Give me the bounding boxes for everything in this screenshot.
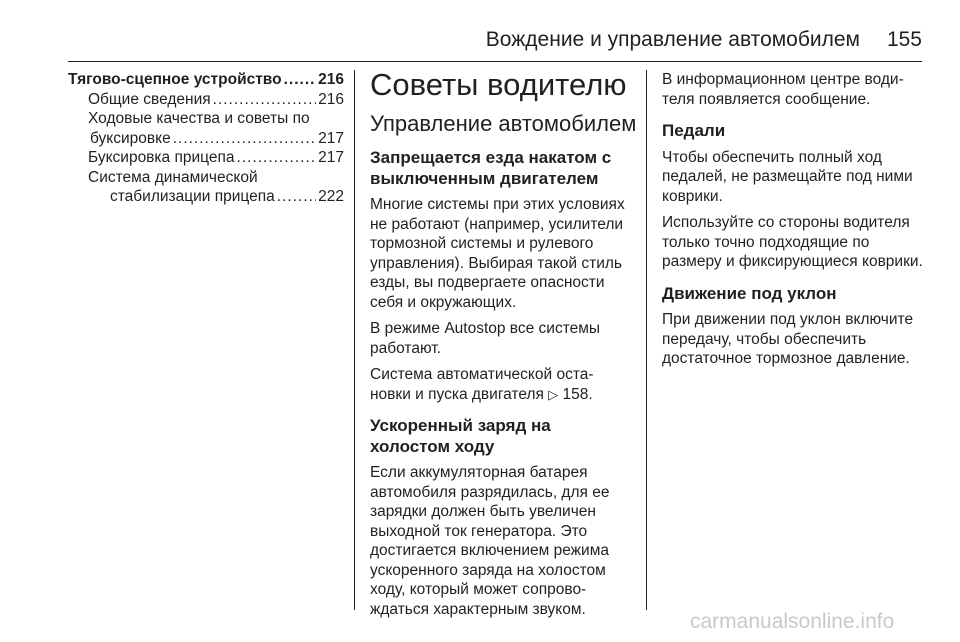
content-column-3 [662,70,926,376]
toc-entry-page: 216 [318,90,344,108]
toc-entry-title: Тягово-сцепное устройство [68,71,282,88]
heading-downhill: Движение под уклон [662,283,837,303]
heading-coasting: Запрещается езда накатом с выключенным двигателем [370,148,612,188]
chapter-title: Вождение и управление автомобилем [485,28,860,51]
toc-column [68,70,344,207]
toc-entry-title-line1[interactable]: Ходовые качества и советы по [88,110,310,127]
toc-entry-title-line2: стабилизации прицепа [110,188,275,205]
watermark: carmanualsonline.info [690,610,895,633]
toc-dots [213,90,316,110]
column-divider-2 [646,70,647,610]
page-reference-arrow-icon: ▷ [548,386,559,402]
toc-entry-title: Буксировка прицепа [88,149,235,166]
toc-entry-page: 217 [318,149,344,166]
toc-entry[interactable] [68,187,344,207]
toc-dots [284,70,317,90]
heading-fast-idle-charge: Ускоренный заряд на холостом ходу [370,416,551,456]
page-number: 155 [886,28,922,51]
page-reference[interactable]: 158. [562,385,593,403]
column-divider-1 [354,70,355,610]
toc-entry-page: 216 [318,71,344,88]
paragraph: Многие системы при этих условиях не работают (например, усилители тормозной системы и рулевого управления). Выбирая такой стиль езды, вы подвергаете опасности себя и окружающих. [370,196,625,311]
paragraph: Если аккумуляторная батарея автомобиля разрядилась, для ее зарядки должен быть увеличен выходной ток генератора. Это достигается включением режима ускоренного заряда на холостом ходу, который может сопрово-ждаться характерным звуком. [370,464,610,618]
section-title: Советы водителю [370,67,627,102]
toc-entry-page: 222 [318,188,344,205]
paragraph-with-reference [370,365,634,404]
content-column-2 [370,67,637,626]
heading-pedals: Педали [662,121,726,140]
toc-dots [277,187,316,207]
paragraph: При движении под уклон включите передачу, чтобы обеспечить достаточное тормозное давление. [662,311,914,367]
toc-entry-page: 217 [318,129,344,147]
paragraph: В информационном центре води-теля появляется сообщение. [662,71,904,108]
toc-entry-title-line1[interactable]: Система динамической [88,168,258,186]
paragraph: В режиме Autostop все системы работают. [370,320,601,357]
toc-entry[interactable] [68,129,344,149]
header-divider [68,61,922,62]
toc-dots [236,148,316,168]
toc-entry-title: Общие сведения [88,90,211,108]
section-subtitle: Управление автомобилем [370,111,637,136]
page-header [0,22,960,62]
toc-entry-main[interactable] [68,70,344,90]
toc-entry-title-line2: буксировке [90,129,171,147]
paragraph: Чтобы обеспечить полный ход педалей, не размещайте под ними коврики. [662,148,913,205]
toc-dots [173,129,316,149]
paragraph-text: Система автоматической оста-новки и пуска двигателя [370,366,594,403]
paragraph: Используйте со стороны водителя только точно подходящие по размеру и фиксирующиеся коврики. [662,214,923,270]
toc-entry[interactable] [68,148,344,168]
toc-entry[interactable] [68,90,344,110]
